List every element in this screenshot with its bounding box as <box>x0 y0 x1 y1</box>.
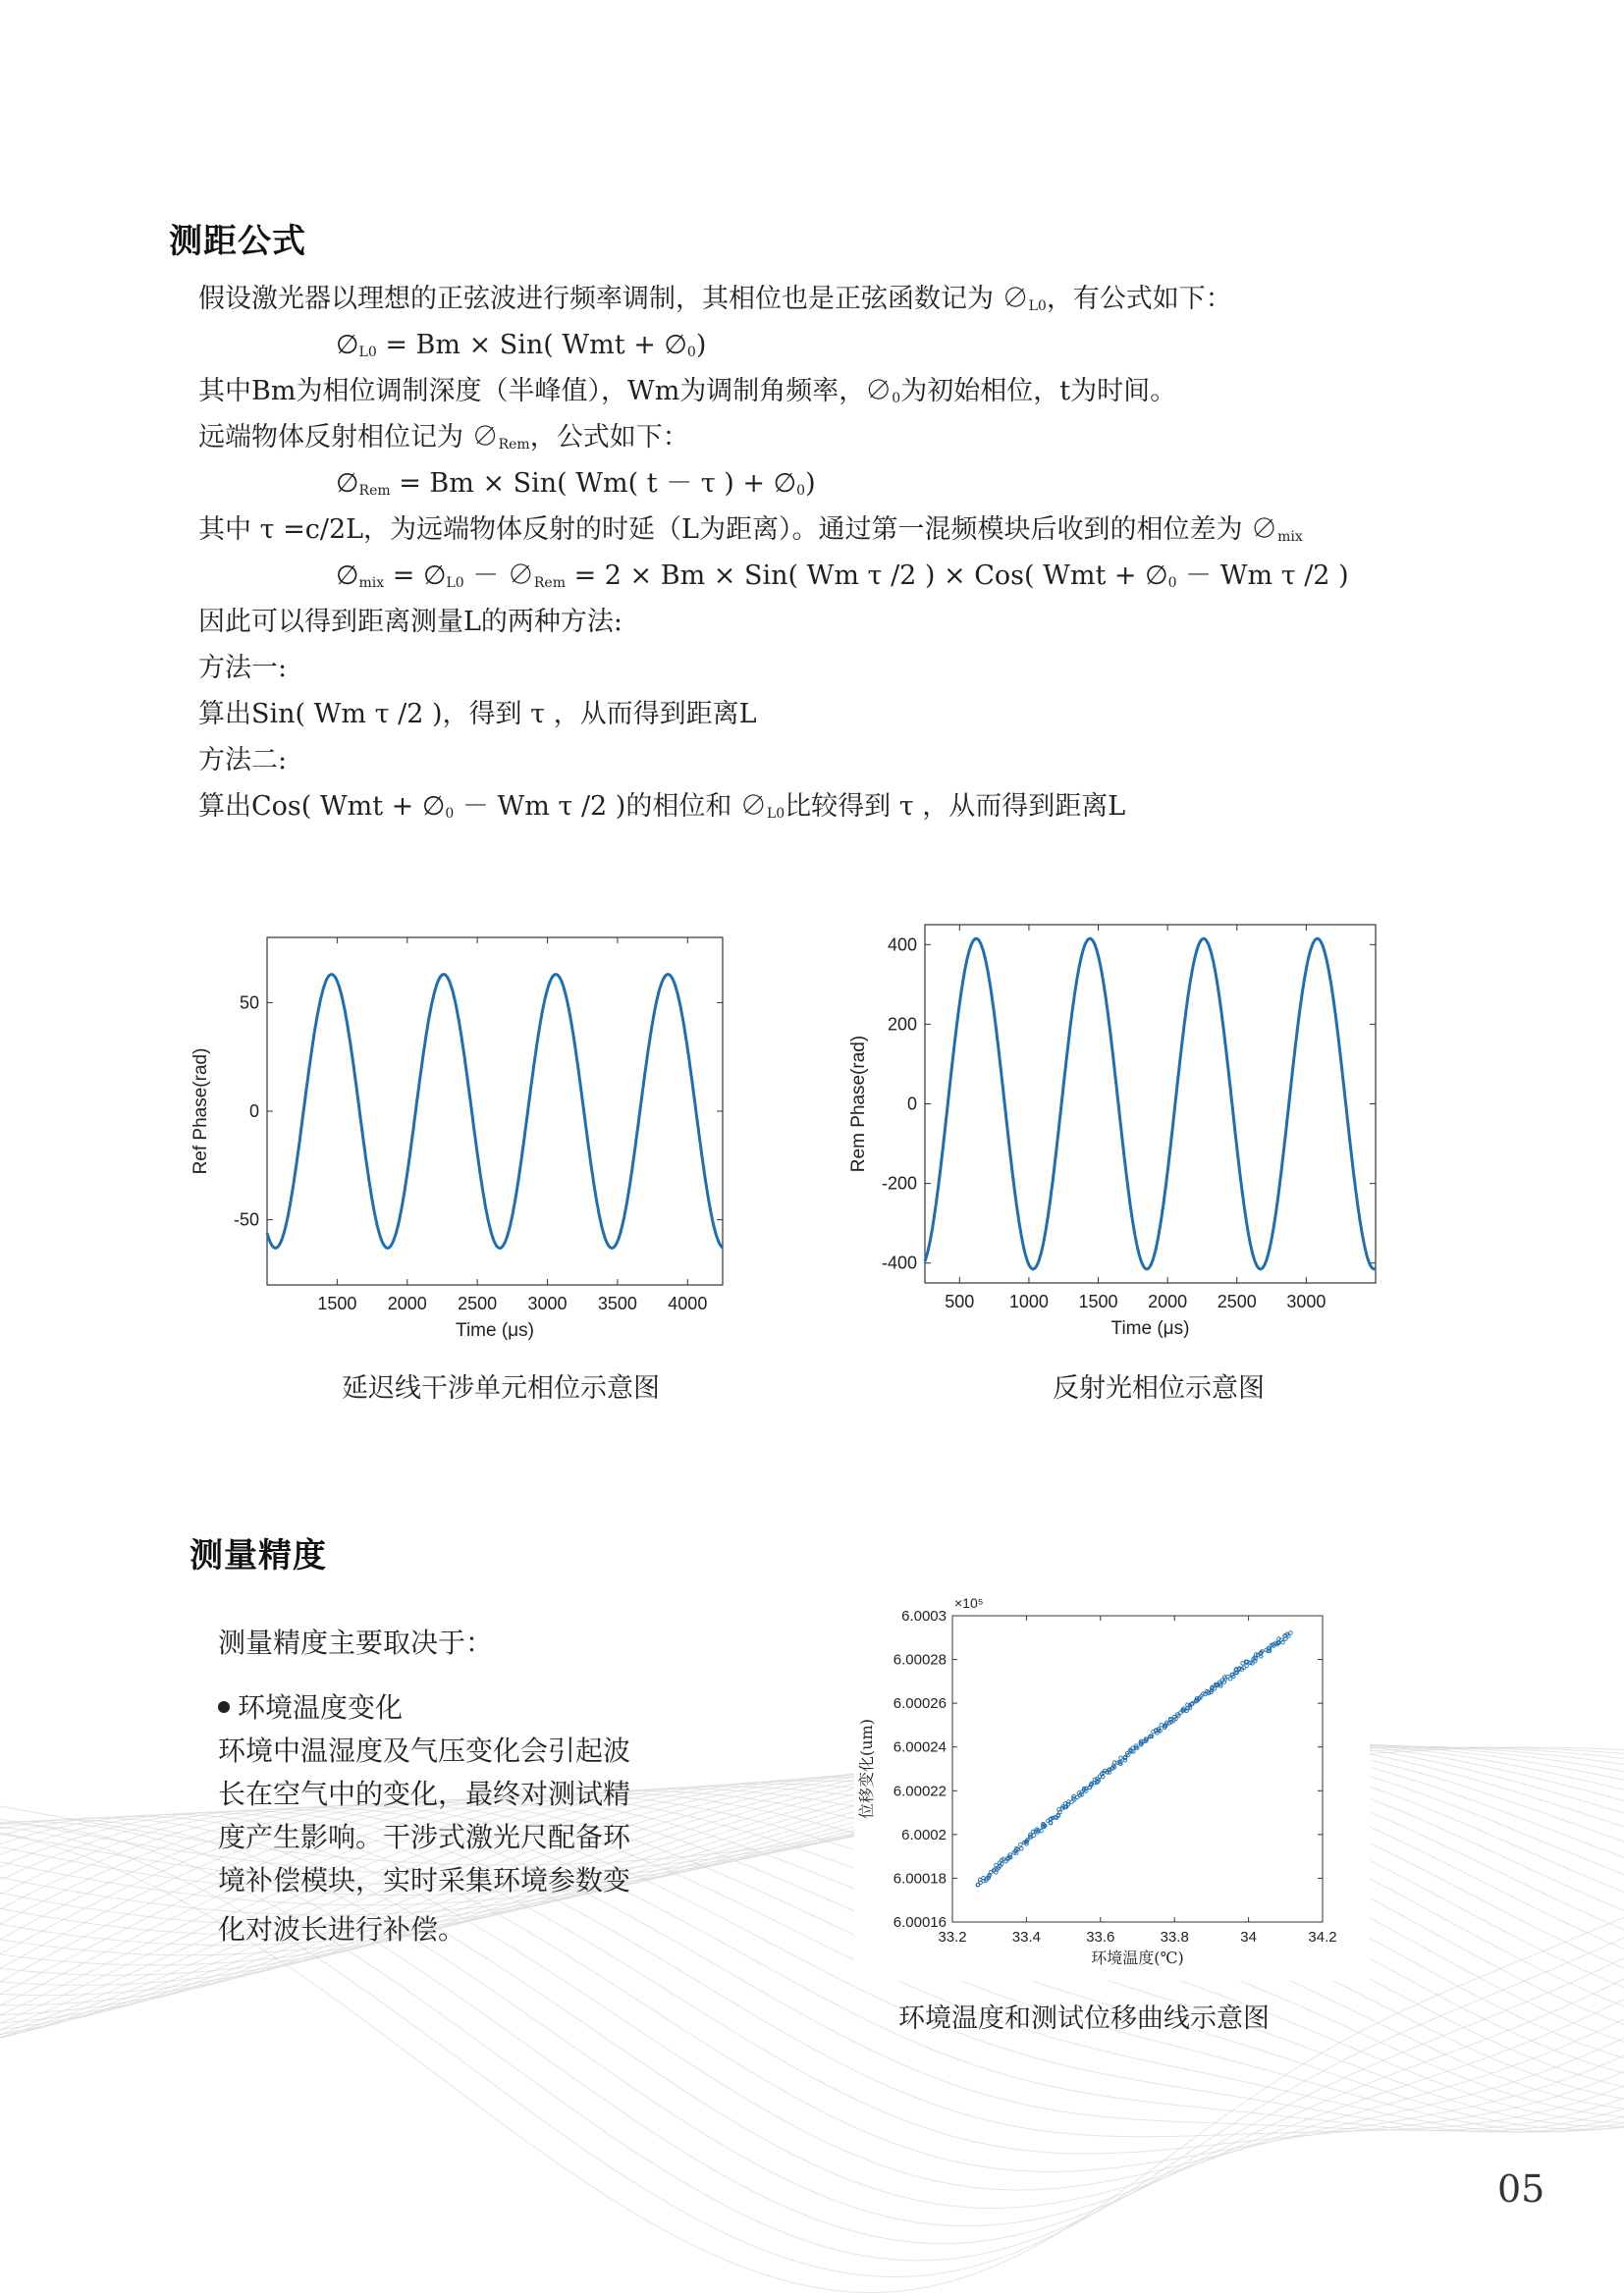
y-tick-label: 6.0003 <box>901 1608 947 1625</box>
x-tick-label: 33.6 <box>1086 1929 1115 1946</box>
text-line <box>198 507 1349 553</box>
precision-line: 化对波长进行补偿。 <box>218 1913 466 1946</box>
plot-frame <box>952 1616 1323 1922</box>
bullet-label: 环境温度变化 <box>238 1691 404 1724</box>
x-tick-label: 4000 <box>668 1294 708 1313</box>
x-tick-label: 33.4 <box>1011 1929 1042 1946</box>
subscript: 0 <box>892 391 901 406</box>
text-line <box>198 368 1349 414</box>
text-line <box>198 691 1349 737</box>
rem-phase-caption: 反射光相位示意图 <box>1053 1373 1265 1404</box>
precision-line: 长在空气中的变化，最终对测试精 <box>218 1778 631 1810</box>
text-run: = 2 × Bm × Sin( Wm τ /2 ) × Cos( Wmt + ∅ <box>566 561 1168 591</box>
subscript: 0 <box>686 345 696 360</box>
x-tick-label: 3000 <box>1286 1292 1326 1311</box>
text-run: = Bm × Sin( Wmt + ∅ <box>376 330 687 360</box>
y-tick-label: 0 <box>906 1094 917 1114</box>
x-tick-label: 2500 <box>458 1294 498 1313</box>
text-line <box>198 737 1349 783</box>
phase-series-line <box>925 938 1376 1269</box>
precision-line: 环境中温湿度及气压变化会引起波 <box>218 1735 631 1767</box>
x-tick-label: 33.8 <box>1160 1929 1189 1946</box>
subscript: L0 <box>766 806 785 822</box>
x-tick-label: 2000 <box>387 1294 427 1313</box>
text-line <box>198 645 1349 691</box>
ranging-formula-text <box>198 276 1349 829</box>
x-tick-label: 1500 <box>1078 1292 1118 1311</box>
y-tick-label: -50 <box>233 1209 259 1230</box>
data-point <box>1245 1664 1249 1668</box>
text-run: 为初始相位，t为时间。 <box>900 376 1177 406</box>
formula-line <box>198 553 1349 599</box>
text-run: ，公式如下： <box>529 422 689 453</box>
data-point <box>1019 1842 1023 1846</box>
temperature-caption: 环境温度和测试位移曲线示意图 <box>898 2003 1270 2034</box>
text-run: 算出Cos( Wmt + ∅ <box>198 791 446 822</box>
text-run: 其中 τ =c/2L，为远端物体反射的时延（L为距离）。通过第一混频模块后收到的相位差为 ∅ <box>198 514 1278 545</box>
x-axis-label: 环境温度(℃) <box>1091 1949 1184 1967</box>
text-run: － Wm τ /2 ) <box>1176 561 1349 591</box>
precision-line: 境补偿模块，实时采集环境参数变 <box>218 1864 631 1896</box>
text-run: 其中Bm为相位调制深度（半峰值），Wm为调制角频率，∅ <box>198 376 893 406</box>
y-axis-label: Ref Phase(rad) <box>190 1047 211 1175</box>
y-tick-label: 6.00028 <box>893 1651 947 1669</box>
data-point <box>1289 1631 1293 1635</box>
subscript: 0 <box>1167 575 1177 591</box>
x-tick-label: 34.2 <box>1308 1929 1337 1946</box>
x-tick-label: 2000 <box>1148 1292 1188 1311</box>
y-axis-label: Rem Phase(rad) <box>848 1035 869 1173</box>
subscript: Rem <box>358 483 391 499</box>
y-tick-label: 6.00026 <box>893 1695 947 1713</box>
y-tick-label: 6.00024 <box>893 1738 947 1756</box>
text-run: ∅ <box>336 330 359 360</box>
page-number: 05 <box>1497 2167 1545 2211</box>
subscript: mix <box>358 575 385 591</box>
x-tick-label: 500 <box>945 1292 975 1311</box>
subscript: 0 <box>796 483 806 499</box>
text-run: ∅ <box>336 561 359 591</box>
data-point <box>1119 1756 1123 1760</box>
text-run: － Wm τ /2 )的相位和 ∅ <box>454 791 767 822</box>
y-tick-label: -200 <box>881 1173 917 1194</box>
y-tick-label: 400 <box>887 934 917 955</box>
y-tick-label: -400 <box>881 1253 917 1273</box>
x-tick-label: 1500 <box>317 1294 357 1313</box>
data-point <box>1241 1662 1245 1666</box>
y-tick-label: 6.00022 <box>893 1783 947 1800</box>
y-multiplier: ×10⁵ <box>954 1595 984 1611</box>
y-tick-label: 6.0002 <box>901 1826 947 1843</box>
text-run: 比较得到 τ ，从而得到距离L <box>785 791 1126 822</box>
precision-intro: 测量精度主要取决于： <box>218 1627 494 1659</box>
text-run: － ∅ <box>463 561 534 591</box>
y-tick-label: 6.00016 <box>893 1914 947 1931</box>
bullet-item <box>218 1686 630 1730</box>
x-tick-label: 3000 <box>527 1294 568 1313</box>
x-tick-label: 1000 <box>1008 1292 1049 1311</box>
x-tick-label: 34 <box>1240 1929 1257 1946</box>
text-run: ∅ <box>336 468 359 499</box>
precision-line: 度产生影响。干涉式激光尺配备环 <box>218 1821 631 1853</box>
formula-line <box>198 322 1349 368</box>
y-tick-label: 0 <box>248 1101 259 1121</box>
plot-frame <box>925 925 1376 1283</box>
plot-frame <box>267 937 723 1285</box>
subscript: Rem <box>533 575 566 591</box>
x-tick-label: 33.2 <box>938 1929 967 1946</box>
subscript: 0 <box>445 806 455 822</box>
text-line <box>198 276 1349 322</box>
data-point <box>1032 1834 1036 1838</box>
ref-phase-caption: 延迟线干涉单元相位示意图 <box>342 1373 660 1404</box>
text-run: ) <box>695 330 707 360</box>
text-line <box>198 599 1349 645</box>
subscript: Rem <box>498 437 530 453</box>
subscript: L0 <box>1028 298 1047 314</box>
text-run: 方法一: <box>198 653 288 683</box>
x-axis-label: Time (μs) <box>1110 1318 1190 1339</box>
text-run: ) <box>805 468 816 499</box>
temperature-displacement-chart <box>854 1588 1370 1981</box>
section-title-precision: 测量精度 <box>189 1536 327 1575</box>
y-tick-label: 200 <box>887 1014 917 1035</box>
formula-line <box>198 460 1349 507</box>
x-tick-label: 3500 <box>597 1294 637 1313</box>
phase-series-line <box>267 975 723 1249</box>
x-axis-label: Time (μs) <box>456 1320 534 1341</box>
subscript: mix <box>1277 529 1303 545</box>
text-run: = Bm × Sin( Wm( t － τ ) + ∅ <box>390 468 797 499</box>
subscript: L0 <box>446 575 464 591</box>
text-line <box>198 414 1349 460</box>
x-tick-label: 2500 <box>1217 1292 1257 1311</box>
text-run: 假设激光器以理想的正弦波进行频率调制，其相位也是正弦函数记为 ∅ <box>198 284 1029 314</box>
y-tick-label: 6.00018 <box>893 1870 947 1888</box>
text-run: 因此可以得到距离测量L的两种方法: <box>198 607 623 637</box>
text-run: 远端物体反射相位记为 ∅ <box>198 422 499 453</box>
text-run: 方法二: <box>198 745 288 775</box>
text-run: = ∅ <box>384 561 447 591</box>
rem-phase-chart <box>850 905 1430 1342</box>
data-point <box>1228 1677 1232 1681</box>
ref-phase-chart <box>190 916 727 1348</box>
text-run: ，有公式如下： <box>1046 284 1232 314</box>
precision-text <box>218 1622 630 1951</box>
subscript: L0 <box>358 345 377 360</box>
y-axis-label: 位移变化(um) <box>857 1719 876 1819</box>
y-tick-label: 50 <box>239 992 259 1013</box>
section-title-ranging: 测距公式 <box>169 222 306 261</box>
bullet-dot-icon <box>218 1701 230 1713</box>
text-run: 算出Sin( Wm τ /2 )，得到 τ ，从而得到距离L <box>198 699 757 729</box>
text-line <box>198 783 1349 829</box>
